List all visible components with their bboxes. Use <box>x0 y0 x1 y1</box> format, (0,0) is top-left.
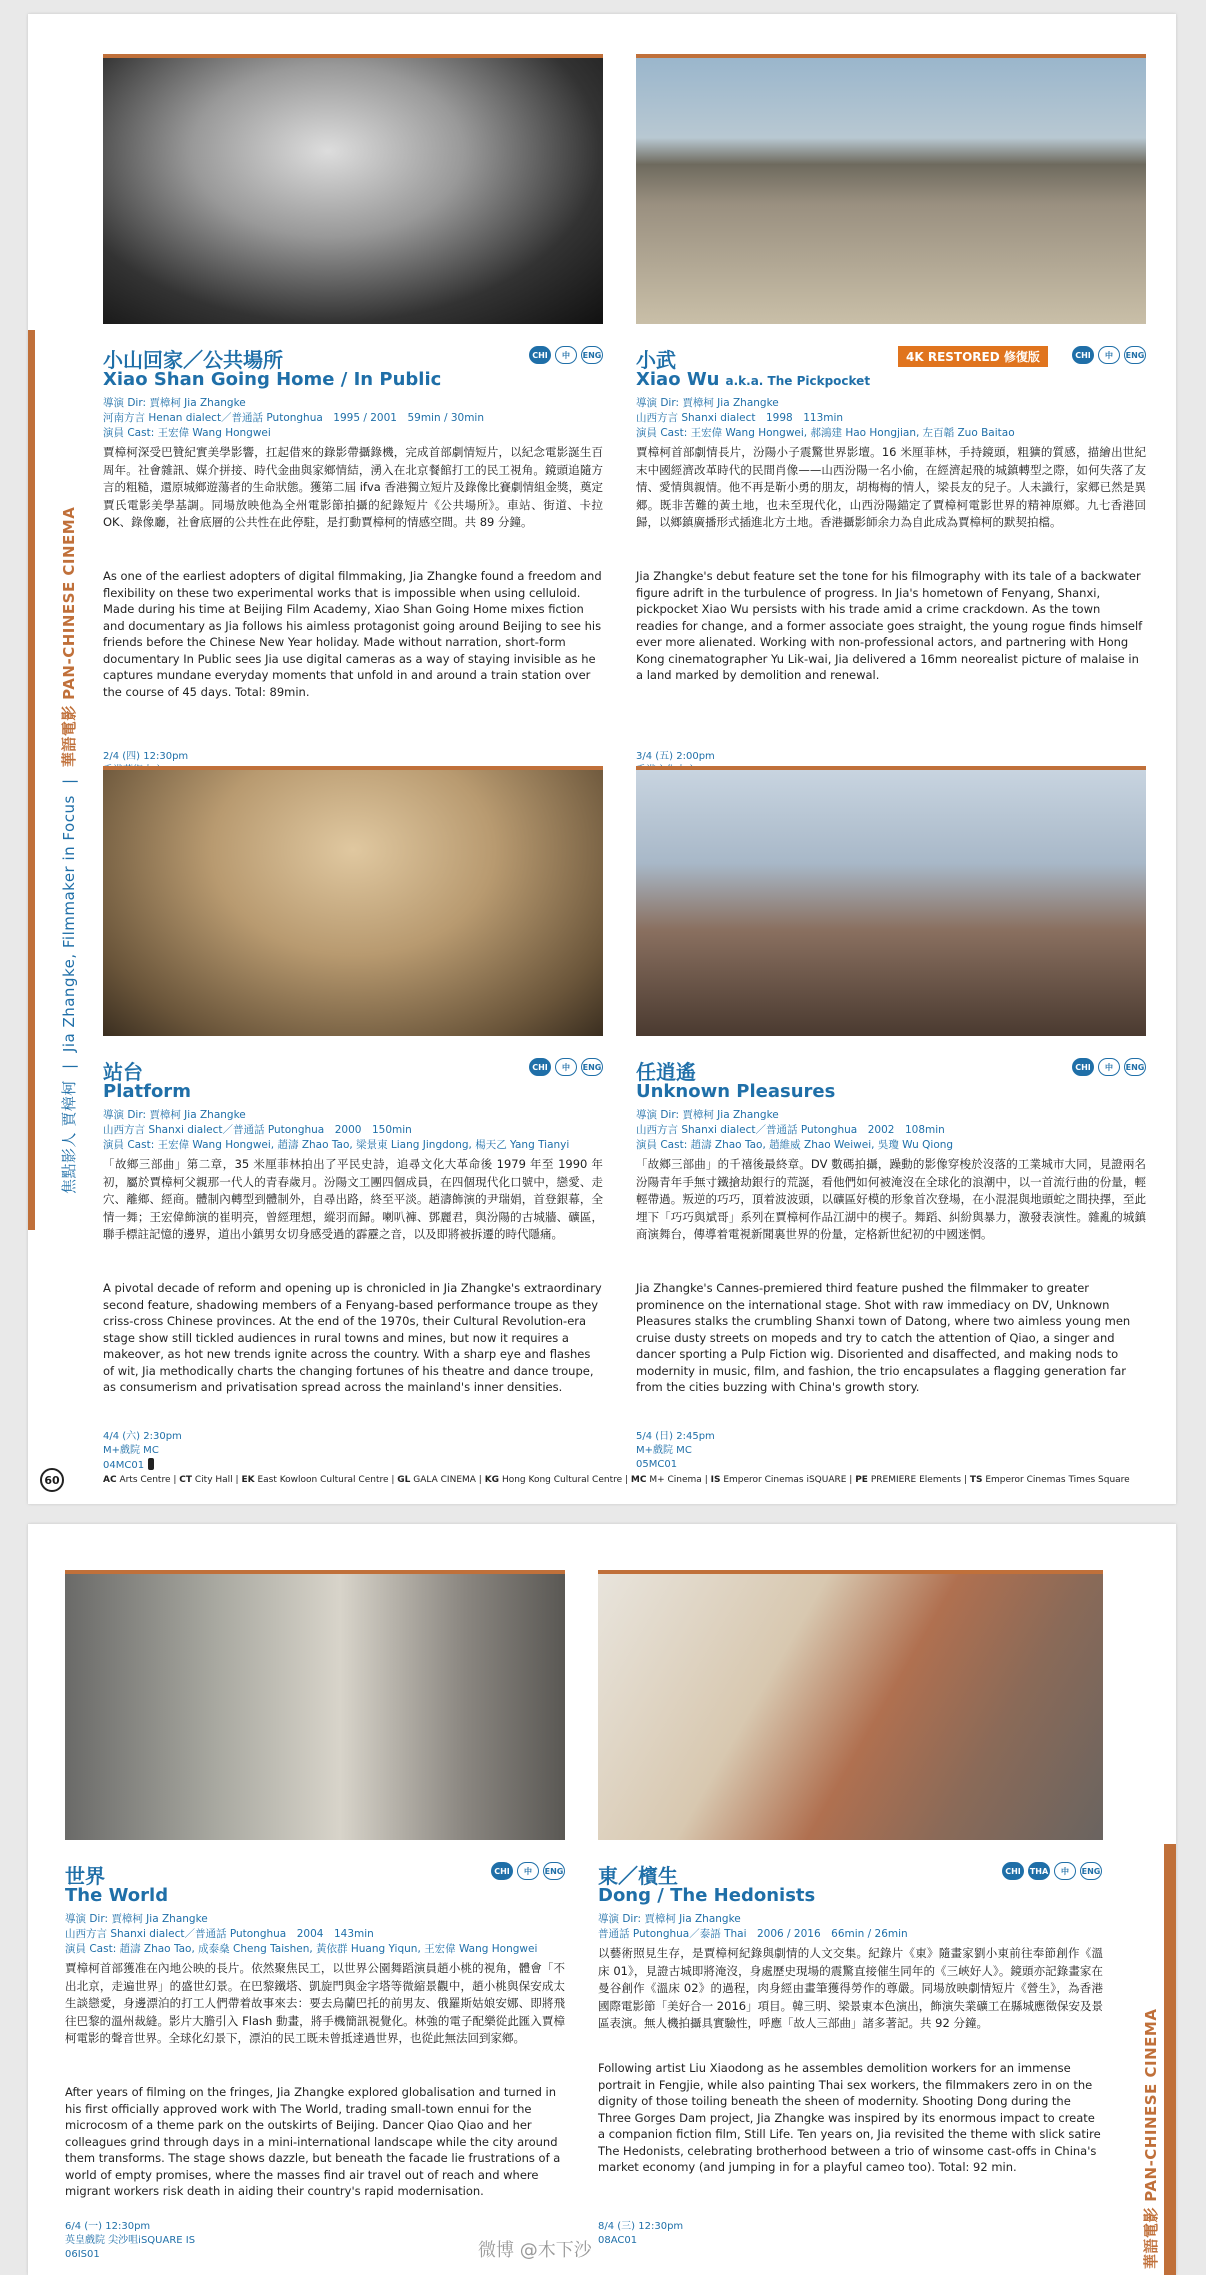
catalogue-page-61 <box>28 1524 1176 2275</box>
restored-badge: 4K RESTORED 修復版 <box>898 346 1048 367</box>
film-still <box>636 766 1146 1036</box>
language-icons <box>529 1058 603 1076</box>
language-icons <box>1072 1058 1146 1076</box>
sidebar-label-zh: 華語電影 <box>1142 2206 1160 2269</box>
page-number: 60 <box>40 1468 64 1492</box>
film-description-zh: 「故鄉三部曲」第二章，35 米厘菲林拍出了平民史詩，追尋文化大革命後 1979 年至 1990 年初，屬於賈樟柯父親那一代人的青春歲月。汾陽文工團四個成員，在四個現代化口號中，戀愛、走穴、離鄉、經商。體制內轉型到體制外，自尋出路，終至平淡。趙濤飾演的尹瑞娟，首登銀幕，全情一舞；王宏偉飾演的崔明亮，曾經理想，縱羽而歸。喇叭褲、鄧麗君，與汾陽的古城牆、礦區，聯手標註記憶的邊界，道出小鎮男女切身感受過的霹靂之音，以及即將被拆遷的時代隱痛。 <box>103 1157 603 1241</box>
sidebar-focus-en: Jia Zhangke, Filmmaker in Focus <box>60 795 78 1053</box>
venue-name: PREMIERE Elements <box>870 1475 962 1485</box>
watermark: 微博 @木下沙 <box>478 2240 592 2261</box>
film-description-en: Following artist Liu Xiaodong as he assembles demolition workers for an immense portrait in Fengjie, while also painting Thai sex workers, the filmmakers zero in on the dignity of those toiling beneath the sheen of modernity. Shooting Dong during the Three Gorges Dam project, Jia Zhangke was inspired by its enormous impact to create a companion fiction film, Still Life. Ten years on, Jia revisited the theme with slick satire The Hedonists, celebrating brotherhood between a trio of winsome cast-offs in China's market economy (and jumping in for a playful cameo too). Total: 92 min. <box>598 2061 1101 2174</box>
film-title-zh: 任逍遙 <box>636 1060 696 1084</box>
film-still <box>636 54 1146 324</box>
film-title-en <box>636 369 870 390</box>
film-description-zh: 賈樟柯首部獲准在內地公映的長片。依然聚焦民工，以世界公園舞蹈演員趙小桃的視角，體會「不出北京，走遍世界」的盛世幻景。在巴黎鐵塔、凱旋門與金字塔等微縮景觀中，趙小桃與保安成太生談戀愛，身邊漂泊的打工人們帶着故事來去：要去烏蘭巴托的前男友、俄羅斯姑娘安娜、即將飛往巴黎的溫州裁縫。影片大膽引入 Flash 動畫，將手機簡訊視覺化。林強的電子配樂從此匯入賈樟柯電影的聲音世界。全球化幻景下，漂泊的民工既未曾抵達過世界，也從此無法回到家鄉。 <box>65 1961 565 2045</box>
sidebar-label-en: PAN-CHINESE CINEMA <box>1142 2008 1160 2202</box>
film-director: 導演 Dir: 賈樟柯 Jia Zhangke <box>636 1109 779 1121</box>
film-description-zh: 賈樟柯深受巴贊紀實美學影響，扛起借來的錄影帶攝錄機，完成首部劇情短片，以紀念電影誕生百周年。社會雜訊、媒介拼接、時代金曲與家鄉情結，湧入在北京餐館打工的民工視角。鏡頭追隨方言的粗糙，還原城鄉遊蕩者的生命狀態。獲第二屆 ifva 香港獨立短片及錄像比賽劇情組金獎，奠定賈氏電影美學基調。同場放映他為全州電影節拍攝的紀錄短片《公共場所》。車站、街道、卡拉 OK、錄像廳，社會底層的公共性在此停駐，是打動賈樟柯的情感空間。共 89 分鐘。 <box>103 445 603 529</box>
cantonese-icon: CHI <box>529 1058 551 1076</box>
english-subtitle-icon: ENG <box>1124 1058 1146 1076</box>
film-cast: 演員 Cast: 趙濤 Zhao Tao, 成泰燊 Cheng Taishen, 黃依群 Huang Yiqun, 王宏偉 Wang Hongwei <box>65 1943 538 1955</box>
screening-code: 06IS01 <box>65 2249 100 2260</box>
venue-name: Emperor Cinemas iSQUARE <box>723 1475 847 1485</box>
language-icons <box>529 346 603 364</box>
cantonese-icon: CHI <box>529 346 551 364</box>
film-entry-unknown-pleasures <box>636 766 1146 1470</box>
film-details: 山西方言 Shanxi dialect／普通話 Putonghua 2000 150min <box>103 1124 412 1136</box>
chinese-subtitle-icon: 中 <box>1098 1058 1120 1076</box>
sidebar-label-zh: 華語電影 <box>60 705 78 768</box>
film-description-zh: 賈樟柯首部劇情長片，汾陽小子震驚世界影壇。16 米厘菲林，手持鏡頭，粗獷的質感，描繪出世紀末中國經濟改革時代的民間肖像——山西汾陽一名小偷，在經濟起飛的城鎮轉型之際，如何失落了友情、愛情與親情。他不再是靳小勇的朋友，胡梅梅的情人，梁長友的兒子。人未識行，家郷已然是異郷。既非苦難的黃土地，也未至現代化，山西汾陽錨定了賈樟柯電影世界的精神原鄉。九七香港回歸，以鄉鎮廣播形式插進北方土地。香港攝影師余力為自此成為賈樟柯的默契拍檔。 <box>636 445 1146 529</box>
film-description-en: After years of filming on the fringes, Jia Zhangke explored globalisation and turned in his first officially approved work with The World, trading small-town ennui for the microcosm of a theme park on the outskirts of Beijing. Dancer Qiao Qiao and her colleagues grind through days in a mini-international landscape while the city around them transforms. The stage shows dazzle, but beneath the facade lie frustrations of a world of empty promises, where the masses find air travel out of reach and where migrant workers risk death in aiding their country's rapid modernisation. <box>65 2085 561 2198</box>
film-still <box>598 1570 1103 1840</box>
chinese-subtitle-icon: 中 <box>1098 346 1120 364</box>
film-director: 導演 Dir: 賈樟柯 Jia Zhangke <box>636 397 779 409</box>
venue-name: City Hall <box>194 1475 233 1485</box>
film-title-zh: 站台 <box>103 1060 143 1084</box>
film-title-zh: 小武 <box>636 348 676 372</box>
film-cast: 演員 Cast: 王宏偉 Wang Hongwei, 趙濤 Zhao Tao, 梁景東 Liang Jingdong, 楊天乙 Yang Tianyi <box>103 1139 570 1151</box>
film-details: 山西方言 Shanxi dialect／普通話 Putonghua 2004 143min <box>65 1928 374 1940</box>
film-title-en-text: Xiao Wu <box>636 369 720 390</box>
film-entry-platform <box>103 766 603 1471</box>
film-entry-xiao-wu <box>636 54 1146 762</box>
english-subtitle-icon: ENG <box>581 1058 603 1076</box>
film-title-en: Dong / The Hedonists <box>598 1885 816 1906</box>
film-title-en: The World <box>65 1885 169 1906</box>
film-entry-the-world <box>65 1570 565 2270</box>
sidebar-label: 焦點影人 賈樟柯 | Jia Zhangke, Filmmaker in Focus | 華語電影 PAN-CHINESE CINEMA <box>60 506 78 1194</box>
film-description-en: Jia Zhangke's Cannes-premiered third feature pushed the filmmaker to greater prominence on the international stage. Shot with raw immediacy on DV, Unknown Pleasures stalks the crumbling Shanxi town of Datong, where two aimless young men cruise dusty streets on mopeds and try to catch the attention of Qiao, a singer and dancer sporting a Pulp Fiction wig. Disoriented and disaffected, and making nods to modernity in music, film, and fashion, the trio encapsulates a flagging generation far from the cities buzzing with China's growth story. <box>636 1281 1131 1394</box>
film-title-en: Xiao Shan Going Home / In Public <box>103 369 442 390</box>
catalogue-page-60 <box>28 14 1176 1504</box>
film-director: 導演 Dir: 賈樟柯 Jia Zhangke <box>103 397 246 409</box>
sidebar-label <box>1140 2009 1161 2269</box>
cantonese-icon: CHI <box>1072 346 1094 364</box>
thai-icon: THA <box>1028 1862 1050 1880</box>
sidebar-accent-bar <box>1164 1844 1176 2275</box>
screening-date: 6/4 (一) 12:30pm <box>65 2221 151 2232</box>
venue-code: AC <box>103 1475 117 1485</box>
english-subtitle-icon: ENG <box>543 1862 565 1880</box>
film-details: 山西方言 Shanxi dialect／普通話 Putonghua 2002 108min <box>636 1124 945 1136</box>
film-still <box>103 54 603 324</box>
sidebar-label-en: PAN-CHINESE CINEMA <box>60 506 78 700</box>
venue-code: KG <box>484 1475 500 1485</box>
film-entry-xiao-shan <box>103 54 603 762</box>
venue-name: Emperor Cinemas Times Square <box>985 1475 1130 1485</box>
screening-date: 4/4 (六) 2:30pm <box>103 1431 182 1442</box>
film-title-zh: 世界 <box>65 1864 105 1888</box>
cantonese-icon: CHI <box>1072 1058 1094 1076</box>
film-title-zh: 東／檳生 <box>598 1864 678 1888</box>
film-title-zh: 小山回家／公共場所 <box>103 348 283 372</box>
sidebar-accent-bar <box>28 330 35 1230</box>
screening-venue: 英皇戲院 尖沙咀iSQUARE IS <box>65 2235 196 2246</box>
venue-name: GALA CINEMA <box>413 1475 476 1485</box>
sidebar-focus-zh: 焦點影人 賈樟柯 <box>60 1080 78 1194</box>
venue-name: East Kowloon Cultural Centre <box>257 1475 389 1485</box>
venue-code: IS <box>710 1475 721 1485</box>
chinese-subtitle-icon: 中 <box>1054 1862 1076 1880</box>
film-description-en: As one of the earliest adopters of digital filmmaking, Jia Zhangke found a freedom and flexibility on these two experimental works that is impossible when using celluloid. Made during his time at Beijing Film Academy, Xiao Shan Going Home mixes fiction and documentary as Jia follows his aimless protagonist going around Beijing to see his friends before the Chinese New Year holiday. Made without narration, short-form documentary In Public sees Jia use digital cameras as a way of staying invisible as he captures mundane everyday moments that unfold in and around a train station over the course of 45 days. Total: 89min. <box>103 569 602 699</box>
language-icons <box>1072 346 1146 364</box>
chinese-subtitle-icon: 中 <box>555 1058 577 1076</box>
screening-code-text: 04MC01 <box>103 1460 145 1471</box>
screening-venue: M+戲院 MC <box>103 1445 159 1456</box>
cantonese-icon: CHI <box>491 1862 513 1880</box>
film-description-zh: 以藝術照見生存，是賈樟柯紀錄與劇情的人文交集。紀錄片《東》隨畫家劉小東前往奉節創作《溫床 01》，見證古城即將淹沒，身處歷史現場的震驚直接催生同年的《三峽好人》。鏡頭亦記錄畫家在曼谷創作《溫床 02》的過程，肉身經由畫筆獲得勞作的尊嚴。同場放映劇情短片《營生》，為香港國際電影節「美好合一 2016」項目。韓三明、梁景東本色演出，飾演失業礦工在縣城應徵保安及景區表演。無人機拍攝具實驗性，呼應「故人三部曲」諸多著記。共 92 分鐘。 <box>598 1946 1103 2030</box>
screening-date: 2/4 (四) 12:30pm <box>103 751 189 762</box>
screening-code: 08AC01 <box>598 2235 638 2246</box>
film-director: 導演 Dir: 賈樟柯 Jia Zhangke <box>103 1109 246 1121</box>
chinese-subtitle-icon: 中 <box>555 346 577 364</box>
english-subtitle-icon: ENG <box>1080 1862 1102 1880</box>
venue-code: PE <box>855 1475 868 1485</box>
accessibility-icon <box>148 1458 154 1470</box>
film-description-en: Jia Zhangke's debut feature set the tone for his filmography with its tale of a backwater figure adrift in the turbulence of progress. In Jia's hometown of Fenyang, Shanxi, pickpocket Xiao Wu persists with his trade amid a crime crackdown. As the town readies for change, and a former associate goes straight, the young rogue finds himself ever more alienated. Working with non-professional actors, and partnering with Hong Kong cinematographer Yu Lik-wai, Jia delivered a 16mm neorealist picture of malaise in a land marked by demolition and renewal. <box>636 569 1143 682</box>
film-title-en: Platform <box>103 1081 191 1102</box>
film-details: 山西方言 Shanxi dialect 1998 113min <box>636 412 844 424</box>
film-director: 導演 Dir: 賈樟柯 Jia Zhangke <box>598 1913 741 1925</box>
film-description-zh: 「故鄉三部曲」的千禧後最終章。DV 數碼拍攝，躁動的影像穿梭於沒落的工業城市大同，見證兩名汾陽青年手無寸鐵搶劫銀行的荒誕，看他們如何被淹沒在全球化的浪潮中，以一首流行曲的份量，輕輕帶過。叛逆的巧巧，頂着波波頭，以礦區好模的形象首次登場，在小混混與地頭蛇之間抉擇，至此埋下「巧巧與斌哥」系列在賈樟柯作品江湖中的楔子。舞蹈、糾紛與暴力，激發表演性。雜亂的城鎮商演舞台，傳導着電視新聞裏世界的份量，定格新世紀初的中國迷惘。 <box>636 1157 1146 1241</box>
film-cast: 演員 Cast: 趙濤 Zhao Tao, 趙維威 Zhao Weiwei, 吳瓊 Wu Qiong <box>636 1139 954 1151</box>
chinese-subtitle-icon: 中 <box>517 1862 539 1880</box>
venue-code: TS <box>969 1475 983 1485</box>
film-entry-dong-hedonists <box>598 1570 1103 2270</box>
language-icons <box>1002 1862 1102 1880</box>
venue-legend: AC Arts Centre | CT City Hall | EK East Kowloon Cultural Centre | GL GALA CINEMA | KG Hong Kong Cultural Centre | MC M+ Cinema | IS Emperor Cinemas iSQUARE | PE PREMIERE Elements | TS Emperor Cinemas Times Square <box>103 1475 1130 1485</box>
film-description-en: A pivotal decade of reform and opening up is chronicled in Jia Zhangke's extraordinary second feature, shadowing members of a Fenyang-based performance troupe as they criss-cross Chinese provinces. At the end of the 1970s, their Cultural Revolution-era stage show still tickled audiences in rural towns and mines, but now it requires a makeover, as hot new trends ignite across the country. With a sharp eye and flashes of wit, Jia methodically charts the changing fortunes of his theatre and dance troupe, as consumerism and privatisation spread across the mainland's inner densities. <box>103 1281 602 1394</box>
cantonese-icon: CHI <box>1002 1862 1024 1880</box>
screening-date: 3/4 (五) 2:00pm <box>636 751 715 762</box>
screening-venue: M+戲院 MC <box>636 1445 692 1456</box>
screening-date: 5/4 (日) 2:45pm <box>636 1431 715 1442</box>
venue-name: Arts Centre <box>119 1475 171 1485</box>
screening-code: 05MC01 <box>636 1459 678 1470</box>
film-title-en: Unknown Pleasures <box>636 1081 836 1102</box>
venue-name: M+ Cinema <box>649 1475 702 1485</box>
film-cast: 演員 Cast: 王宏偉 Wang Hongwei <box>103 427 271 439</box>
film-still <box>103 766 603 1036</box>
venue-code: EK <box>241 1475 255 1485</box>
film-still <box>65 1570 565 1840</box>
venue-code: GL <box>397 1475 411 1485</box>
english-subtitle-icon: ENG <box>1124 346 1146 364</box>
english-subtitle-icon: ENG <box>581 346 603 364</box>
venue-code: CT <box>179 1475 192 1485</box>
film-director: 導演 Dir: 賈樟柯 Jia Zhangke <box>65 1913 208 1925</box>
language-icons <box>491 1862 565 1880</box>
film-aka: a.k.a. The Pickpocket <box>725 374 871 388</box>
film-cast: 演員 Cast: 王宏偉 Wang Hongwei, 郝鴻建 Hao Hongjian, 左百韜 Zuo Baitao <box>636 427 1015 439</box>
film-details: 河南方言 Henan dialect／普通話 Putonghua 1995 / 2001 59min / 30min <box>103 412 484 424</box>
screening-code <box>103 1458 154 1473</box>
venue-code: MC <box>630 1475 647 1485</box>
venue-name: Hong Kong Cultural Centre <box>501 1475 623 1485</box>
screening-date: 8/4 (三) 12:30pm <box>598 2221 684 2232</box>
film-details: 普通話 Putonghua／泰語 Thai 2006 / 2016 66min / 26min <box>598 1928 908 1940</box>
